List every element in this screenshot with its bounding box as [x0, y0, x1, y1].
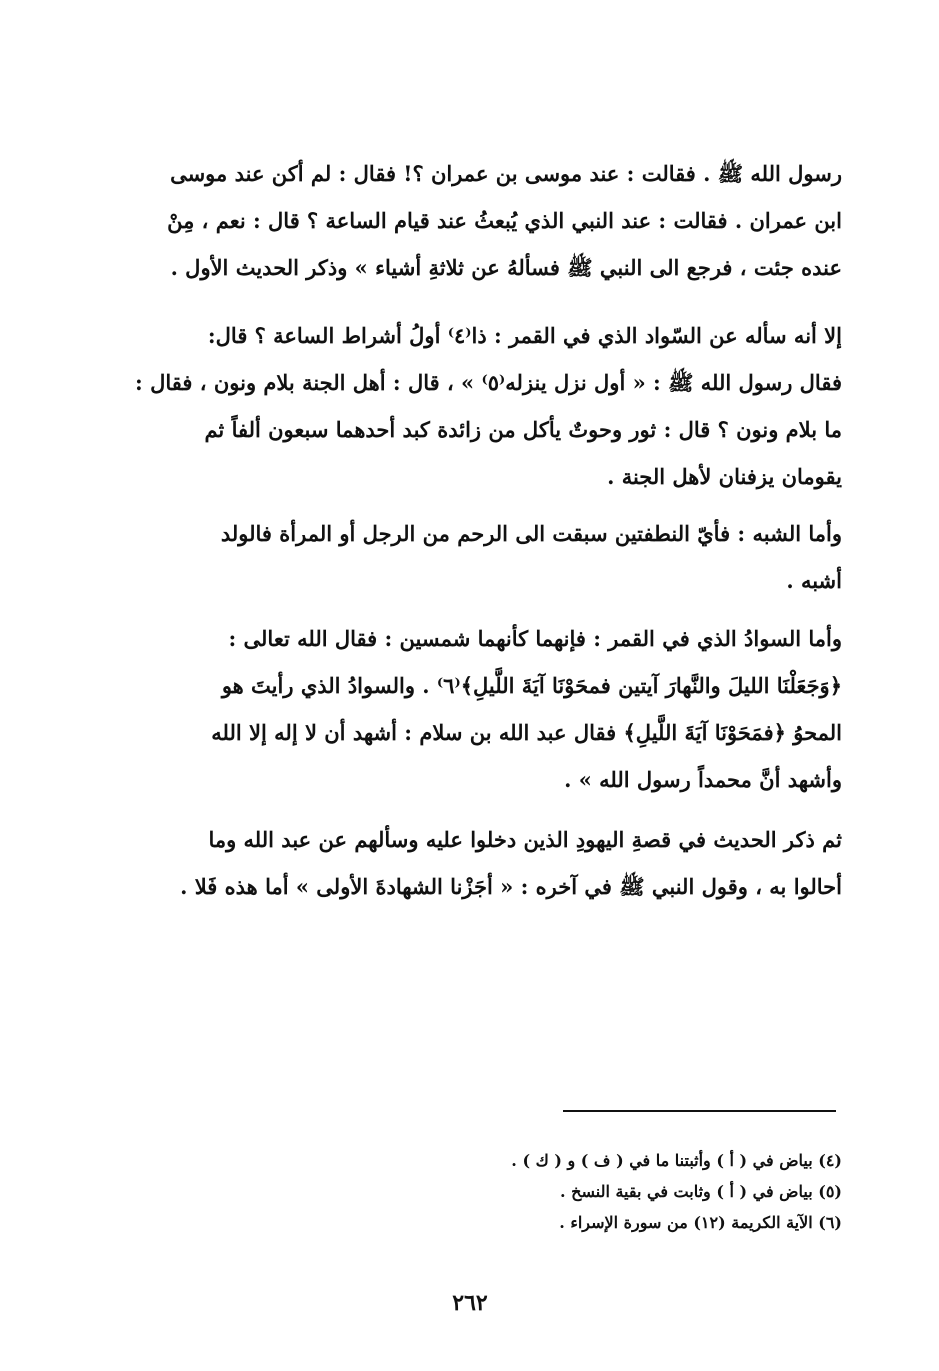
text-line: فقال رسول الله ﷺ : « أول نزل ينزله⁽٥⁾ » ، قال : أهل الجنة بلام ونون ، فقال : — [135, 370, 842, 395]
text-line: ﴿وَجَعَلْنَا الليلَ والنَّهارَ آيتين فمحَوْنَا آيَةَ اللَّيلِ﴾⁽٦⁾ . والسوادُ الذي رأيتَ هو — [221, 673, 842, 698]
text-line: عنده جئت ، فرجع الى النبي ﷺ فسألهُ عن ثلاثةِ أشياء » وذكر الحديث الأول . — [170, 255, 842, 280]
text-line: أشبه . — [786, 568, 842, 593]
text-line: ما بلام ونون ؟ قال : ثور وحوتٌ يأكل من زائدة كبد أحدهما سبعون ألفاً ثم — [204, 417, 842, 442]
footnote-6: (٦) الآية الكريمة (١٢) من سورة الإسراء . — [559, 1213, 842, 1232]
text-line: إلا أنه سأله عن السّواد الذي في القمر : ذا⁽٤⁾ أولُ أشراط الساعة ؟ قال: — [207, 323, 842, 348]
text-line: وأشهد أنَّ محمداً رسول الله » . — [564, 767, 842, 792]
footnote-5: (٥) بياض في ( أ ) وثابت في بقية النسخ . — [560, 1182, 842, 1201]
paragraph-5 — [108, 816, 842, 910]
paragraph-3 — [108, 510, 842, 604]
footnotes — [400, 1145, 842, 1238]
page-number: ٢٦٢ — [452, 1290, 488, 1316]
text-line: ثم ذكر الحديث في قصةِ اليهودِ الذين دخلوا عليه وسألهم عن عبد الله وما — [208, 827, 842, 852]
footnote-separator — [563, 1110, 836, 1112]
text-line: ابن عمران . فقالت : عند النبي الذي يُبعثُ عند قيام الساعة ؟ قال : نعم ، مِنْ — [167, 208, 842, 233]
text-line: يقومان يزفنان لأهل الجنة . — [607, 464, 842, 489]
text-line: رسول الله ﷺ . فقالت : عند موسى بن عمران ؟! فقال : لم أكن عند موسى — [170, 161, 842, 186]
text-line: أحالوا به ، وقول النبي ﷺ في آخره : « أجَزْنا الشهادةَ الأولى » أما هذه فَلا . — [180, 874, 842, 899]
text-line: وأما السوادُ الذي في القمر : فإنهما كأنهما شمسين : فقال الله تعالى : — [228, 626, 842, 651]
footnote-4: (٤) بياض في ( أ ) وأثبتنا ما في ( ف ) و ( ك ) . — [511, 1151, 842, 1170]
paragraph-2 — [108, 312, 842, 500]
text-line: وأما الشبه : فأيّ النطفتين سبقت الى الرحم من الرجل أو المرأة فالولد — [220, 521, 842, 546]
paragraph-1 — [108, 150, 842, 291]
paragraph-4 — [108, 615, 842, 803]
text-line: المحوُ ﴿فمَحَوْنَا آيَةَ اللَّيلِ﴾ فقال عبد الله بن سلام : أشهد أن لا إله إلا الله — [211, 720, 842, 745]
